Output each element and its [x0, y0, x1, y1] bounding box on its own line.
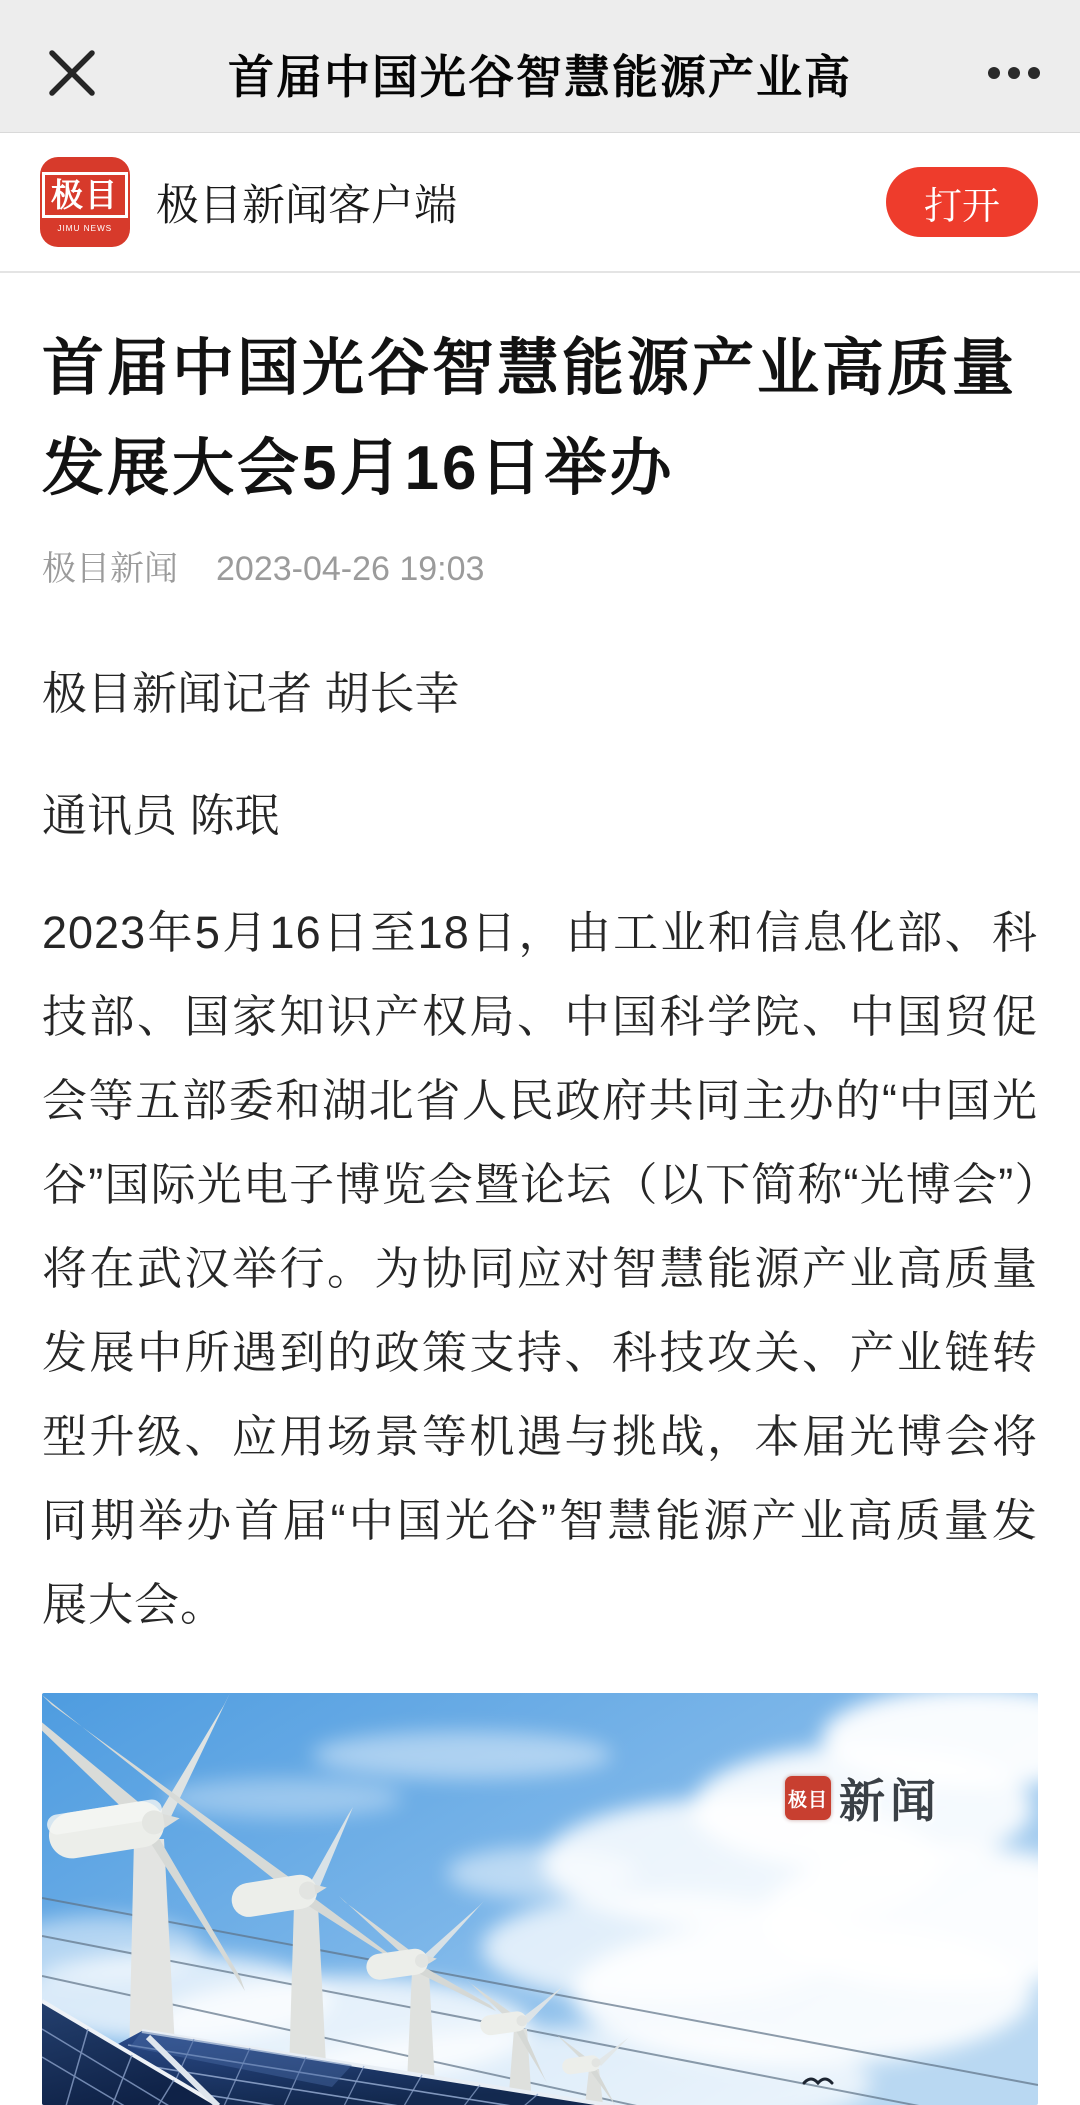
open-app-button[interactable]: 打开: [886, 167, 1038, 237]
app-logo-text: 极目: [42, 172, 128, 218]
close-icon: [49, 49, 95, 97]
app-logo: [40, 157, 130, 247]
reporter-line: 极目新闻记者 胡长幸: [42, 668, 460, 719]
source-name: 极目新闻: [42, 550, 178, 588]
more-icon: [988, 67, 1000, 79]
article-photo[interactable]: [42, 1693, 1038, 2105]
correspondent-line: 通讯员 陈珉: [42, 790, 280, 841]
app-logo-subtext: JIMU NEWS: [57, 222, 113, 233]
photo-watermark: [785, 1765, 941, 1831]
byline: [42, 545, 1038, 593]
watermark-text: 新闻: [839, 1775, 941, 1827]
publish-time: 2023-04-26 19:03: [216, 550, 485, 588]
photo-illustration: [42, 1693, 1038, 2105]
article-title: 首届中国光谷智慧能源产业高质量发展大会5月16日举办: [42, 334, 1018, 503]
article-body: 2023年5月16日至18日，由工业和信息化部、科技部、国家知识产权局、中国科学院、中国贸促会等五部委和湖北省人民政府共同主办的“中国光谷”国际光电子博览会暨论坛（以下简称“光博会”）将在武汉举行。为协同应对智慧能源产业高质量发展中所遇到的政策支持、科技攻关、产业链转型升级、应用场景等机遇与挑战，本届光博会将同期举办首届“中国光谷”智慧能源产业高质量发展大会。: [42, 907, 1038, 1630]
more-button[interactable]: [988, 57, 1040, 89]
app-banner: [0, 133, 1080, 273]
close-button[interactable]: [42, 43, 102, 103]
app-name: 极目新闻客户端: [156, 181, 457, 230]
webview-topbar: [0, 0, 1080, 133]
webview-title: 首届中国光谷智慧能源产业高: [228, 50, 852, 103]
watermark-badge: 极目: [785, 1776, 831, 1820]
article: [0, 319, 1080, 2105]
more-icon: [1028, 67, 1040, 79]
more-icon: [1008, 67, 1020, 79]
